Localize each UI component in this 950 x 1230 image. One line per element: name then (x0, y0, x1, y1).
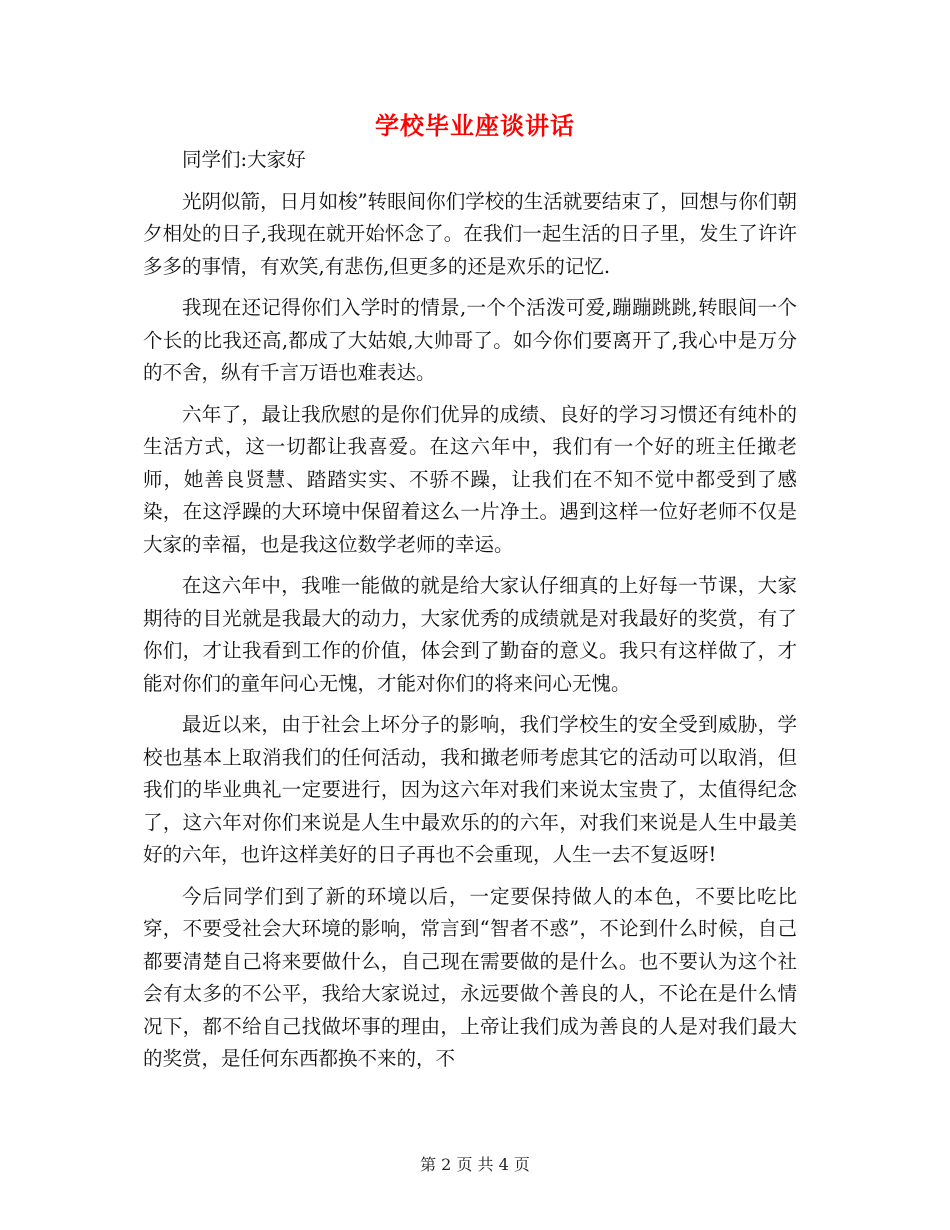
greeting-paragraph: 同学们:大家好 (182, 148, 306, 171)
document-title: 学校毕业座谈讲话 (375, 111, 575, 140)
document-body (143, 144, 797, 1085)
body-paragraph: 最近以来，由于社会上坏分子的影响，我们学校生的安全受到威胁，学校也基本上取消我们的任何活动，我和撖老师考虑其它的活动可以取消，但我们的毕业典礼一定要进行，因为这六年对我们来说太宝贵了，太值得纪念了，这六年对你们来说是人生中最欢乐的的六年，对我们来说是人生中最美好的六年，也许这样美好的日子再也不会重现，人生一去不复返呀! (143, 713, 797, 866)
body-paragraph: 光阴似箭，日月如梭”转眼间你们学校的生活就要结束了，回想与你们朝夕相处的日子,我现在就开始怀念了。在我们一起生活的日子里，发生了许许多多的事情，有欢笑,有悲伤,但更多的还是欢乐的记忆. (143, 189, 797, 278)
body-paragraph: 在这六年中，我唯一能做的就是给大家认仔细真的上好每一节课，大家期待的目光就是我最大的动力，大家优秀的成绩就是对我最好的奖赏，有了你们，才让我看到工作的价值，体会到了勤奋的意义。我只有这样做了，才能对你们的童年问心无愧，才能对你们的将来问心无愧。 (143, 574, 797, 695)
body-paragraph: 我现在还记得你们入学时的情景,一个个活泼可爱,蹦蹦跳跳,转眼间一个个长的比我还高,都成了大姑娘,大帅哥了。如今你们要离开了,我心中是万分的不舍，纵有千言万语也难表达。 (143, 296, 797, 384)
body-paragraph: 今后同学们到了新的环境以后，一定要保持做人的本色，不要比吃比穿，不要受社会大环境的影响，常言到“智者不惑”，不论到什么时候，自己都要清楚自己将来要做什么，自己现在需要做的是什么。也不要认为这个社会有太多的不公平，我给大家说过，永远要做个善良的人，不论在是什么情况下，都不给自己找做坏事的理由，上帝让我们成为善良的人是对我们最大的奖赏，是任何东西都换不来的，不 (143, 884, 797, 1070)
page-number-footer: 第 2 页 共 4 页 (420, 1155, 530, 1174)
body-paragraph: 六年了，最让我欣慰的是你们优异的成绩、良好的学习习惯还有纯朴的生活方式，这一切都让我喜爱。在这六年中，我们有一个好的班主任撖老师，她善良贤慧、踏踏实实、不骄不躁，让我们在不知不觉中都受到了感染，在这浮躁的大环境中保留着这么一片净土。遇到这样一位好老师不仅是大家的幸福，也是我这位数学老师的幸运。 (143, 402, 797, 556)
